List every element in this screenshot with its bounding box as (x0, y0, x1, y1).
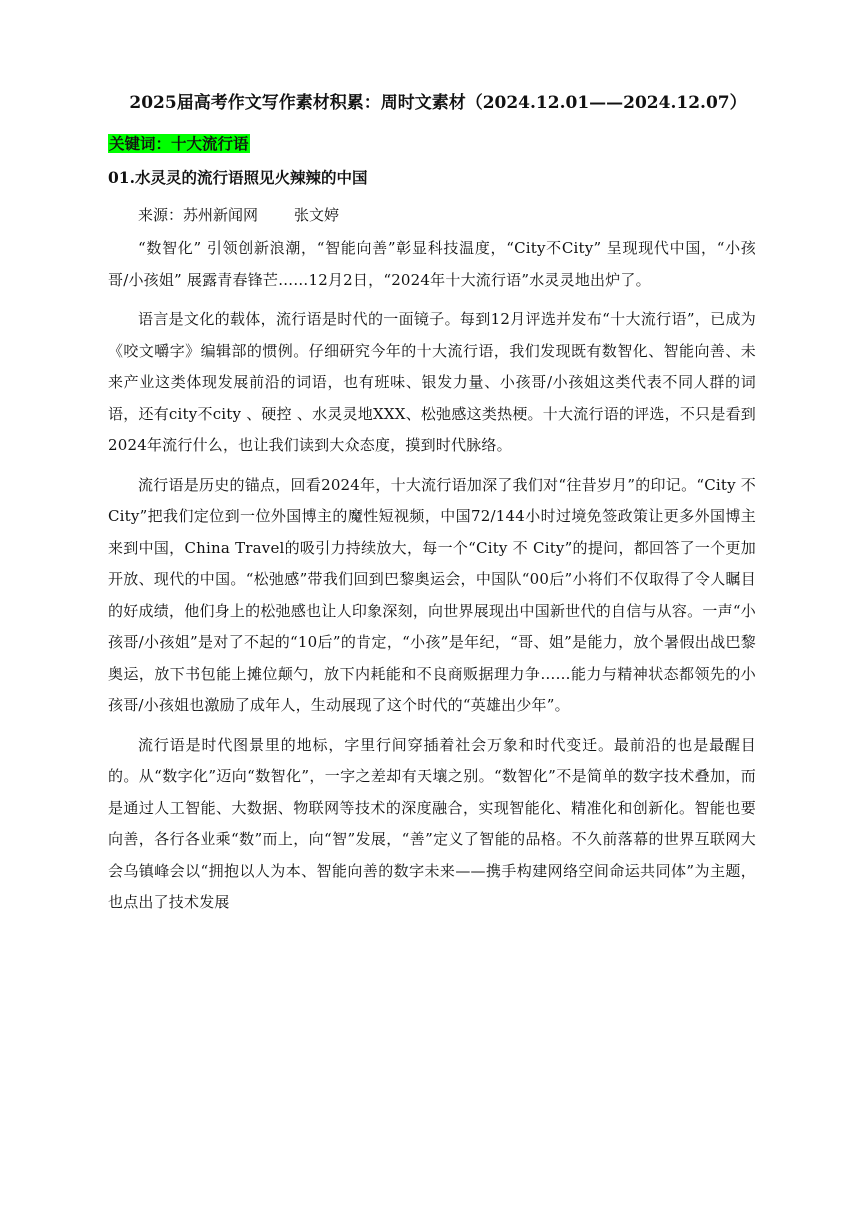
source-line (138, 204, 339, 226)
keyword-highlight: 关键词：十大流行语 (109, 134, 249, 153)
document-title: 2025届高考作文写作素材积累：周时文素材（2024.12.01——2024.12.07） (129, 93, 747, 113)
paragraph-2: 语言是文化的载体，流行语是时代的一面镜子。每到12月评选并发布“十大流行语”，已成为《咬文嚼字》编辑部的惯例。仔细研究今年的十大流行语，我们发现既有数智化、智能向善、未来产业这类体现发展前沿的词语，也有班味、银发力量、小孩哥/小孩姐这类代表不同人群的词语，还有city不city 、硬控 、水灵灵地XXX、松弛感这类热梗。十大流行语的评选，不只是看到2024年流行什么，也让我们读到大众态度，摸到时代脉络。 (108, 310, 756, 454)
keyword-line (108, 133, 250, 155)
section-heading: 01.水灵灵的流行语照见火辣辣的中国 (108, 168, 368, 187)
paragraph-3: 流行语是历史的锚点，回看2024年，十大流行语加深了我们对“往昔岁月”的印记。“City 不 City”把我们定位到一位外国博主的魔性短视频，中国72/144小时过境免签政策让更多外国博主来到中国，China Travel的吸引力持续放大，每一个“City 不 City”的提问，都回答了一个更加开放、现代的中国。“松弛感”带我们回到巴黎奥运会，中国队“00后”小将们不仅取得了令人瞩目的好成绩，他们身上的松弛感也让人印象深刻，向世界展现出中国新世代的自信与从容。一声“小孩哥/小孩姐”是对了不起的“10后”的肯定，“小孩”是年纪，“哥、姐”是能力，放个暑假出战巴黎奥运，放下书包能上摊位颠勺，放下内耗能和不良商贩据理力争……能力与精神状态都领先的小孩哥/小孩姐也激励了成年人，生动展现了这个时代的“英雄出少年”。 (108, 475, 756, 714)
source-label: 来源：苏州新闻网 (138, 206, 259, 224)
paragraph-4: 流行语是时代图景里的地标，字里行间穿插着社会万象和时代变迁。最前沿的也是最醒目的。从“数字化”迈向“数智化”，一字之差却有天壤之别。“数智化”不是简单的数字技术叠加，而是通过人工智能、大数据、物联网等技术的深度融合，实现智能化、精准化和创新化。智能也要向善，各行各业乘“数”而上，向“智”发展，“善”定义了智能的品格。不久前落幕的世界互联网大会乌镇峰会以“拥抱以人为本、智能向善的数字未来——携手构建网络空间命运共同体”为主题，也点出了技术发展 (108, 735, 756, 911)
paragraph-1: “数智化” 引领创新浪潮，“智能向善”彰显科技温度，“City不City” 呈现现代中国，“小孩哥/小孩姐” 展露青春锋芒……12月2日，“2024年十大流行语”水灵灵地出炉了。 (108, 239, 756, 289)
article-body (108, 233, 756, 927)
source-author: 张文婷 (294, 206, 340, 224)
